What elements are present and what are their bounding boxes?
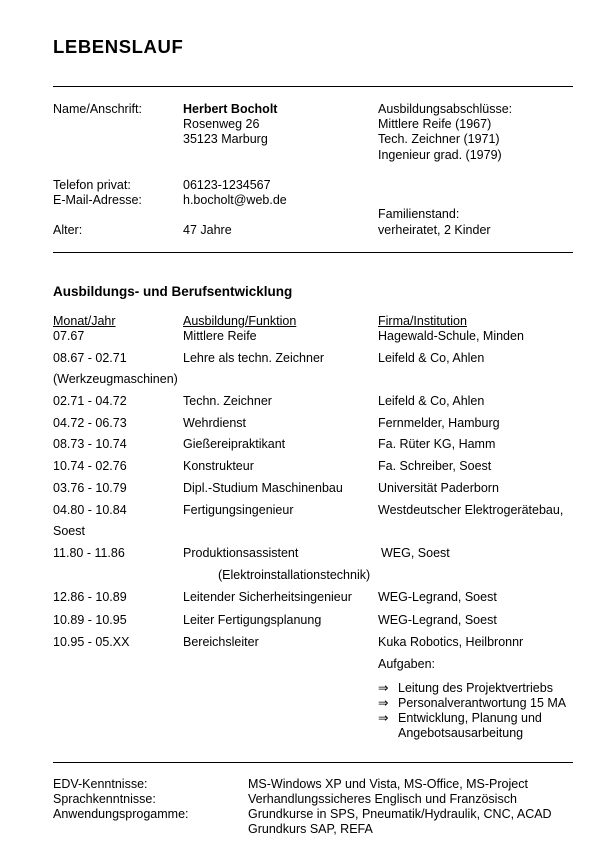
row-company: Westdeutscher Elektrogerätebau, [378, 503, 564, 517]
marital-label: Familienstand: [378, 207, 460, 221]
task-text: Entwicklung, Planung und [398, 711, 542, 725]
row-date: 10.74 - 02.76 [53, 459, 127, 473]
row-role: Gießereipraktikant [183, 437, 286, 451]
apps-continuation: Grundkurs SAP, REFA [248, 822, 373, 836]
arrow-right-icon: ⇒ [378, 681, 389, 695]
row-date: 08.67 - 02.71 [53, 351, 127, 365]
age-label: Alter: [53, 223, 83, 237]
edv-value: MS-Windows XP und Vista, MS-Office, MS-Project [248, 777, 528, 791]
task-text: Leitung des Projektvertriebs [398, 681, 553, 695]
divider [53, 252, 573, 253]
row-company: WEG, Soest [381, 546, 450, 560]
row-continuation: (Elektroinstallationstechnik) [218, 568, 371, 582]
row-role: Techn. Zeichner [183, 394, 272, 408]
row-company: WEG-Legrand, Soest [378, 613, 497, 627]
row-date: 04.80 - 10.84 [53, 503, 127, 517]
row-date: 02.71 - 04.72 [53, 394, 127, 408]
row-date: 12.86 - 10.89 [53, 590, 127, 604]
task-continuation: Angebotsausarbeitung [398, 726, 524, 740]
row-company: Kuka Robotics, Heilbronnr [378, 635, 524, 649]
age-value: 47 Jahre [183, 223, 232, 237]
degree-item: Tech. Zeichner (1971) [378, 132, 500, 146]
column-header-date: Monat/Jahr [53, 314, 116, 328]
row-date: 10.95 - 05.XX [53, 635, 130, 649]
task-text: Personalverantwortung 15 MA [398, 696, 567, 710]
task-item [378, 681, 553, 696]
row-company: Hagewald-Schule, Minden [378, 329, 524, 343]
language-value: Verhandlungssicheres Englisch und Französisch [248, 792, 517, 806]
row-company: WEG-Legrand, Soest [378, 590, 497, 604]
phone-label: Telefon privat: [53, 178, 131, 192]
row-role: Lehre als techn. Zeichner [183, 351, 325, 365]
row-date: 03.76 - 10.79 [53, 481, 127, 495]
degrees-label: Ausbildungsabschlüsse: [378, 102, 513, 116]
row-role: Leiter Fertigungsplanung [183, 613, 322, 627]
row-date: 04.72 - 06.73 [53, 416, 127, 430]
row-continuation: Soest [53, 524, 85, 538]
name-label: Name/Anschrift: [53, 102, 142, 116]
edv-label: EDV-Kenntnisse: [53, 777, 148, 791]
row-company: Fa. Schreiber, Soest [378, 459, 492, 473]
row-role: Fertigungsingenieur [183, 503, 294, 517]
apps-label: Anwendungsprogamme: [53, 807, 189, 821]
row-date: 07.67 [53, 329, 85, 343]
email-label: E-Mail-Adresse: [53, 193, 142, 207]
person-name: Herbert Bocholt [183, 102, 278, 116]
row-company: Fa. Rüter KG, Hamm [378, 437, 496, 451]
divider [53, 762, 573, 763]
row-company: Universität Paderborn [378, 481, 499, 495]
row-role: Dipl.-Studium Maschinenbau [183, 481, 343, 495]
street-address: Rosenweg 26 [183, 117, 260, 131]
tasks-label: Aufgaben: [378, 657, 435, 671]
row-date: 11.80 - 11.86 [53, 546, 125, 560]
city-address: 35123 Marburg [183, 132, 268, 146]
row-company: Fernmelder, Hamburg [378, 416, 500, 430]
degree-item: Ingenieur grad. (1979) [378, 148, 502, 162]
apps-value: Grundkurse in SPS, Pneumatik/Hydraulik, CNC, ACAD [248, 807, 552, 821]
degree-item: Mittlere Reife (1967) [378, 117, 492, 131]
row-role: Bereichsleiter [183, 635, 259, 649]
row-date: 08.73 - 10.74 [53, 437, 127, 451]
row-role: Wehrdienst [183, 416, 246, 430]
language-label: Sprachkenntnisse: [53, 792, 156, 806]
task-item [378, 711, 542, 726]
divider [53, 86, 573, 87]
row-date: 10.89 - 10.95 [53, 613, 127, 627]
row-continuation: (Werkzeugmaschinen) [53, 372, 178, 386]
phone-value: 06123-1234567 [183, 178, 271, 192]
row-company: Leifeld & Co, Ahlen [378, 394, 485, 408]
row-role: Konstrukteur [183, 459, 254, 473]
arrow-right-icon: ⇒ [378, 711, 389, 725]
email-value: h.bocholt@web.de [183, 193, 287, 207]
section-heading: Ausbildungs- und Berufsentwicklung [53, 284, 293, 299]
column-header-company: Firma/Institution [378, 314, 467, 328]
page-title: LEBENSLAUF [53, 36, 184, 57]
row-role: Leitender Sicherheitsingenieur [183, 590, 352, 604]
column-header-role: Ausbildung/Funktion [183, 314, 297, 328]
arrow-right-icon: ⇒ [378, 696, 389, 710]
row-role: Mittlere Reife [183, 329, 257, 343]
task-item [378, 696, 566, 711]
row-role: Produktionsassistent [183, 546, 299, 560]
marital-value: verheiratet, 2 Kinder [378, 223, 491, 237]
row-company: Leifeld & Co, Ahlen [378, 351, 485, 365]
